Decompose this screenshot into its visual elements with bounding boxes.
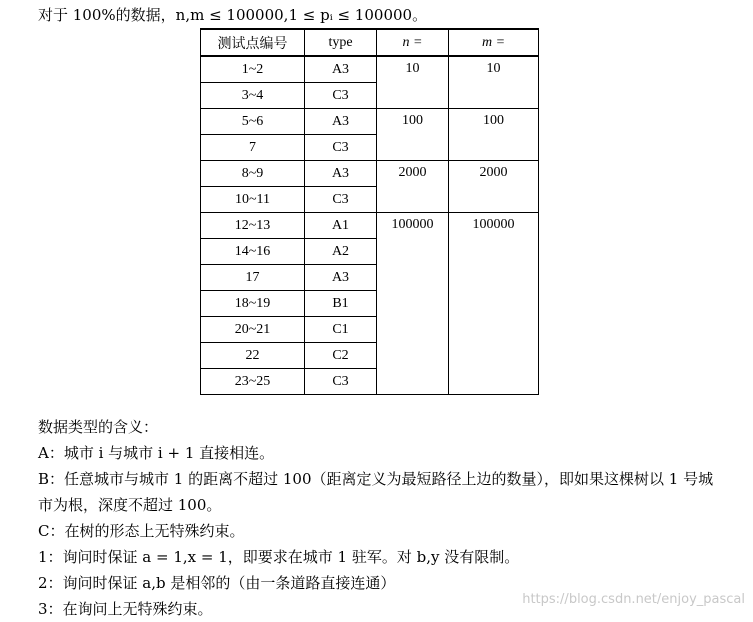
cell-n: 10 (377, 56, 449, 109)
header-type: type (305, 29, 377, 56)
cell-test-id: 17 (201, 265, 305, 291)
cell-m: 10 (449, 56, 539, 109)
cell-type: C3 (305, 187, 377, 213)
type-definitions (38, 414, 718, 622)
header-m: m = (449, 29, 539, 56)
cell-type: A3 (305, 56, 377, 83)
notes-heading: 数据类型的含义： (38, 418, 159, 436)
header-test-id: 测试点编号 (201, 29, 305, 56)
cell-m: 100000 (449, 213, 539, 395)
table-row (201, 56, 539, 83)
cell-n: 100 (377, 109, 449, 161)
note-query-1: 1：询问时保证 a = 1,x = 1，即要求在城市 1 驻军。对 b,y 没有限制。 (38, 548, 520, 566)
watermark-url: https://blog.csdn.net/enjoy_pascal (522, 592, 745, 607)
note-type-b: B：任意城市与城市 1 的距离不超过 100（距离定义为最短路径上边的数量），即如果这棵树以 1 号城市为根，深度不超过 100。 (38, 470, 714, 514)
cell-type: C2 (305, 343, 377, 369)
cell-type: C1 (305, 317, 377, 343)
note-type-a: A：城市 i 与城市 i + 1 直接相连。 (38, 444, 275, 462)
cell-test-id: 23~25 (201, 369, 305, 395)
table-header-row (201, 29, 539, 56)
cell-test-id: 1~2 (201, 56, 305, 83)
cell-test-id: 7 (201, 135, 305, 161)
cell-type: C3 (305, 135, 377, 161)
cell-type: A3 (305, 109, 377, 135)
note-type-c: C：在树的形态上无特殊约束。 (38, 522, 245, 540)
cell-m: 100 (449, 109, 539, 161)
cell-type: C3 (305, 83, 377, 109)
cell-type: A3 (305, 161, 377, 187)
constraints-intro: 对于 100%的数据，n,m ≤ 100000,1 ≤ pᵢ ≤ 100000。 (38, 6, 428, 24)
cell-n: 100000 (377, 213, 449, 395)
cell-type: C3 (305, 369, 377, 395)
cell-type: B1 (305, 291, 377, 317)
cell-test-id: 5~6 (201, 109, 305, 135)
table-row (201, 213, 539, 239)
cell-n: 2000 (377, 161, 449, 213)
cell-type: A3 (305, 265, 377, 291)
test-case-table (200, 28, 539, 395)
cell-test-id: 22 (201, 343, 305, 369)
note-query-3: 3：在询问上无特殊约束。 (38, 600, 213, 618)
cell-type: A2 (305, 239, 377, 265)
table-row (201, 161, 539, 187)
cell-test-id: 8~9 (201, 161, 305, 187)
note-query-2: 2：询问时保证 a,b 是相邻的（由一条道路直接连通） (38, 574, 396, 592)
cell-test-id: 14~16 (201, 239, 305, 265)
table-row (201, 109, 539, 135)
header-n: n = (377, 29, 449, 56)
cell-test-id: 3~4 (201, 83, 305, 109)
cell-m: 2000 (449, 161, 539, 213)
cell-type: A1 (305, 213, 377, 239)
cell-test-id: 18~19 (201, 291, 305, 317)
cell-test-id: 20~21 (201, 317, 305, 343)
cell-test-id: 12~13 (201, 213, 305, 239)
cell-test-id: 10~11 (201, 187, 305, 213)
